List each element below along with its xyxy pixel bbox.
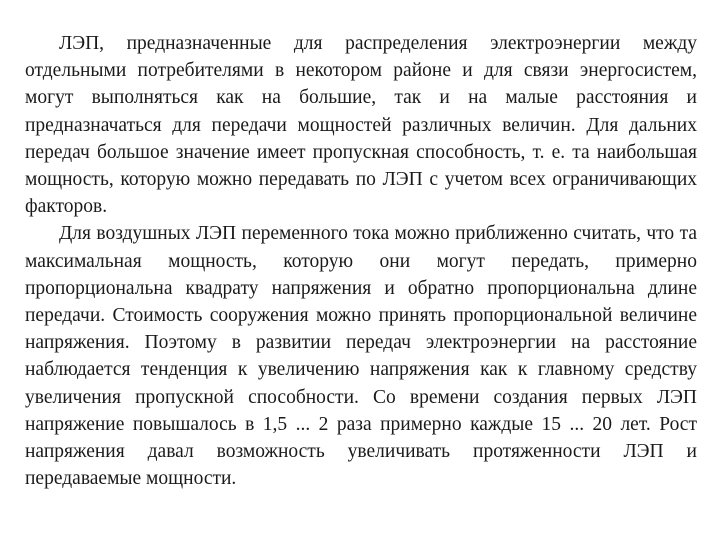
- body-text: [25, 30, 697, 492]
- paragraph-voltage-capacity: Для воздушных ЛЭП переменного тока можно приближенно считать, что та максимальная мощность, которую они могут передать, примерно пропорциональна квадрату напряжения и обратно пропорциональна длине передачи. Стоимость сооружения можно принять пропорциональной величине напряжения. Поэтому в развитии передач электроэнергии на расстояние наблюдается тенденция к увеличению напряжения как к главному средству увеличения пропускной способности. Со времени создания первых ЛЭП напряжение повышалось в 1,5 ... 2 раза примерно каждые 15 ... 20 лет. Рост напряжения давал возможность увеличивать протяженности ЛЭП и передаваемые мощности.: [25, 223, 697, 490]
- paragraph-power-lines-purpose: ЛЭП, предназначенные для распределения электроэнергии между отдельными потребителями в некотором районе и для связи энергосистем, могут выполняться как на большие, так и на малые расстояния и предназначаться для передачи мощностей различных величин. Для дальних передач большое значение имеет пропускная способность, т. е. та наибольшая мощность, которую можно передавать по ЛЭП с учетом всех ограничивающих факторов.: [25, 33, 697, 218]
